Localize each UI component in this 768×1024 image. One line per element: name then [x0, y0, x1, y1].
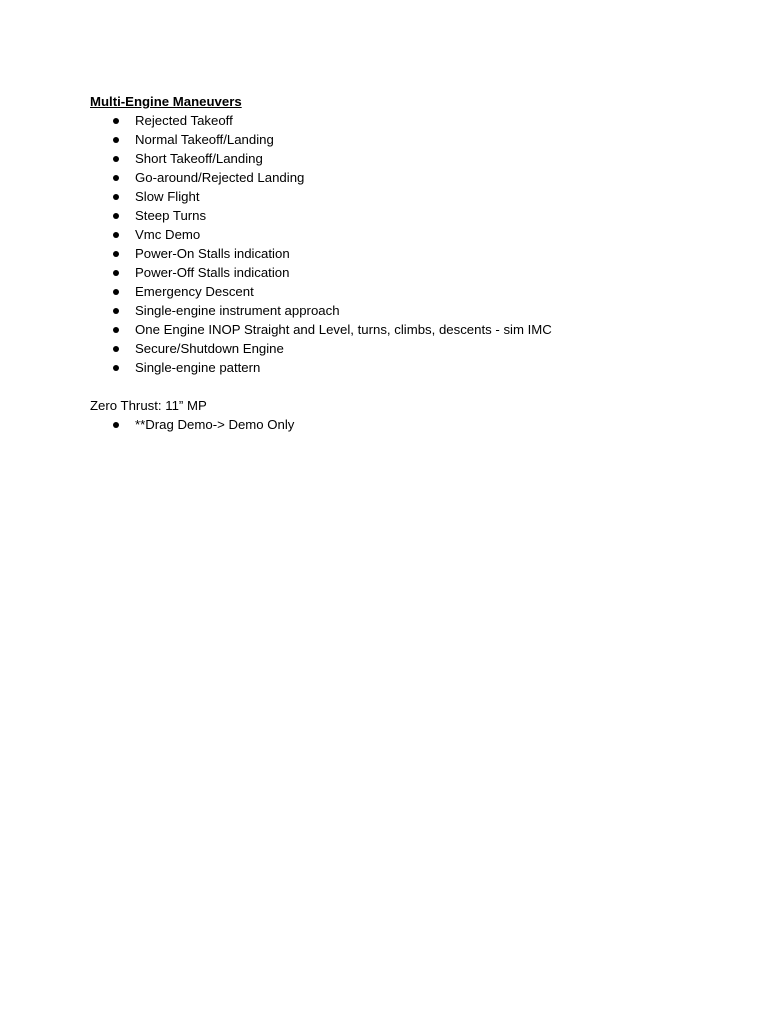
bullet-icon	[113, 156, 119, 162]
list-item	[90, 187, 730, 206]
list-item-text: Emergency Descent	[135, 284, 254, 299]
list-item-text: Slow Flight	[135, 189, 200, 204]
list-item	[90, 225, 730, 244]
list-item	[90, 320, 730, 339]
maneuvers-list	[90, 111, 730, 377]
list-item	[90, 339, 730, 358]
list-item	[90, 358, 730, 377]
list-item-text: Single-engine pattern	[135, 360, 261, 375]
list-item-text: Go-around/Rejected Landing	[135, 170, 305, 185]
list-item-text: Power-On Stalls indication	[135, 246, 290, 261]
list-item	[90, 301, 730, 320]
notes-list	[90, 415, 730, 434]
list-item-text: Short Takeoff/Landing	[135, 151, 263, 166]
bullet-icon	[113, 213, 119, 219]
bullet-icon	[113, 289, 119, 295]
list-item	[90, 111, 730, 130]
list-item-text: **Drag Demo-> Demo Only	[135, 417, 295, 432]
section-heading: Multi-Engine Maneuvers	[90, 94, 242, 109]
bullet-icon	[113, 308, 119, 314]
bullet-icon	[113, 270, 119, 276]
list-item-text: Steep Turns	[135, 208, 207, 223]
bullet-icon	[113, 346, 119, 352]
zero-thrust-text: Zero Thrust: 11” MP	[90, 398, 207, 413]
bullet-icon	[113, 232, 119, 238]
list-item-text: Secure/Shutdown Engine	[135, 341, 284, 356]
list-item	[90, 282, 730, 301]
bullet-icon	[113, 422, 119, 428]
list-item	[90, 263, 730, 282]
blank-line	[90, 377, 730, 396]
list-item	[90, 415, 730, 434]
bullet-icon	[113, 118, 119, 124]
list-item	[90, 168, 730, 187]
bullet-icon	[113, 251, 119, 257]
list-item-text: Normal Takeoff/Landing	[135, 132, 274, 147]
list-item-text: Power-Off Stalls indication	[135, 265, 290, 280]
bullet-icon	[113, 365, 119, 371]
bullet-icon	[113, 194, 119, 200]
bullet-icon	[113, 327, 119, 333]
list-item	[90, 149, 730, 168]
list-item-text: One Engine INOP Straight and Level, turns, climbs, descents - sim IMC	[135, 322, 552, 337]
document-content	[90, 93, 730, 434]
list-item-text: Vmc Demo	[135, 227, 201, 242]
bullet-icon	[113, 137, 119, 143]
list-item	[90, 206, 730, 225]
list-item-text: Single-engine instrument approach	[135, 303, 340, 318]
list-item-text: Rejected Takeoff	[135, 113, 233, 128]
list-item	[90, 130, 730, 149]
bullet-icon	[113, 175, 119, 181]
list-item	[90, 244, 730, 263]
